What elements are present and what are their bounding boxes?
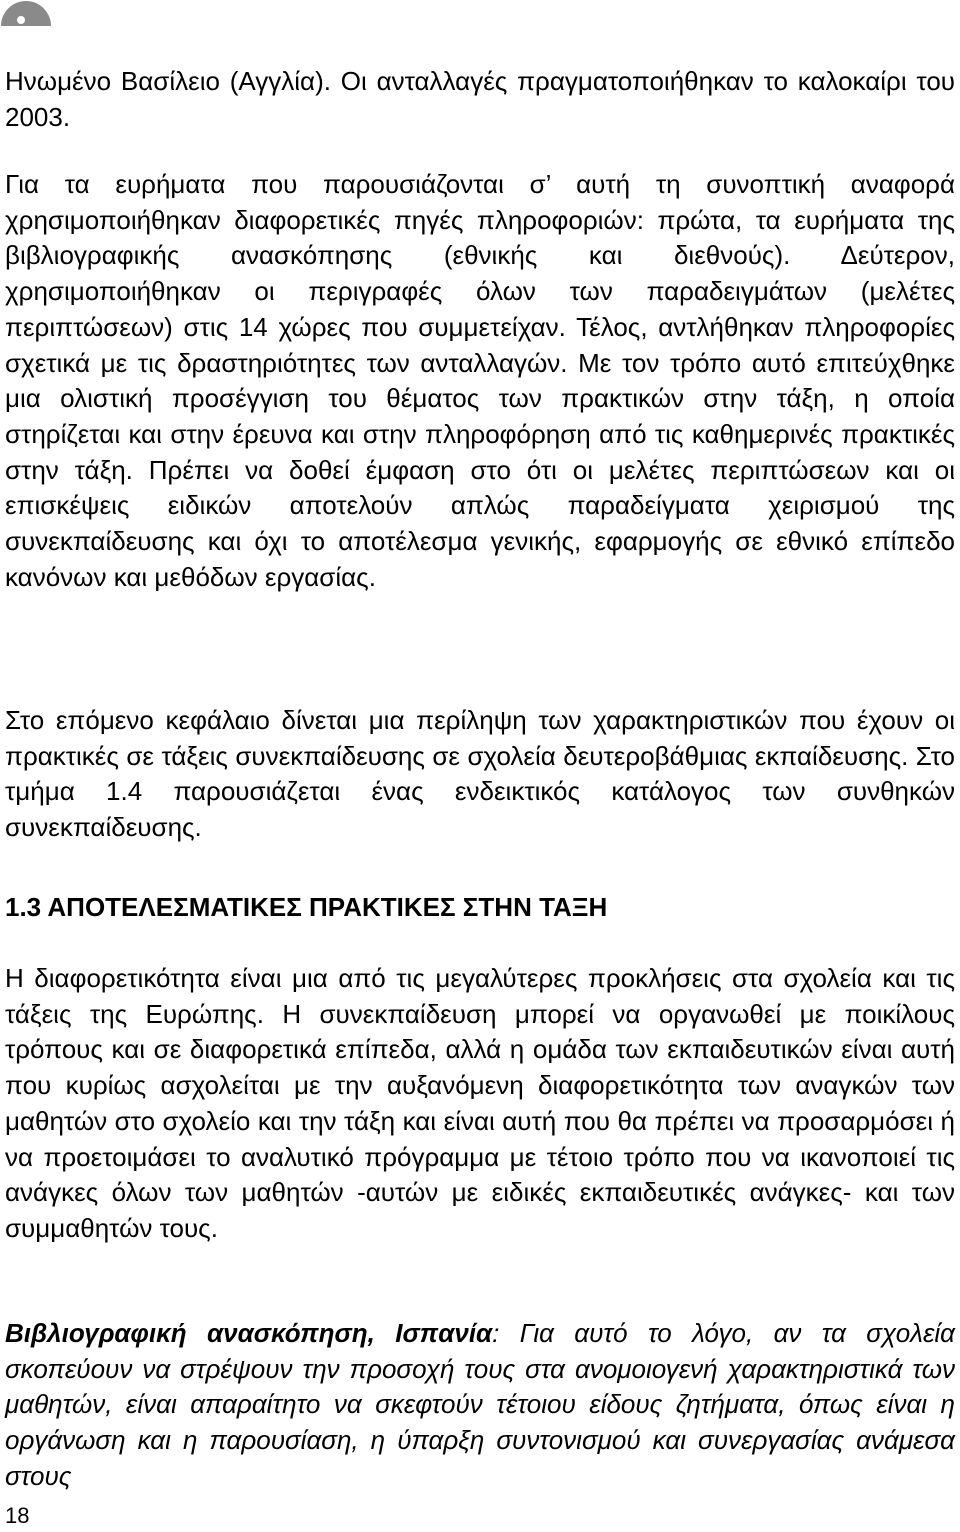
diversity-paragraph: Η διαφορετικότητα είναι μια από τις μεγαλύτερες προκλήσεις στα σχολεία και τις τάξεις της Ευρώπης. Η συνεκπαίδευση μπορεί να οργανωθεί με ποικίλους τρόπους και σε διαφορετικά επίπεδα, αλλά η ομάδα των εκπαιδευτικών είναι αυτή που κυρίως ασχολείται με την αυξανόμενη διαφορετικότητα των αναγκών των μαθητών στο σχολείο και την τάξη και είναι αυτή που θα πρέπει να προσαρμόσει ή να προετοιμάσει το αναλυτικό πρόγραμμα με τέτοιο τρόπο που να ικανοποιεί τις ανάγκες όλων των μαθητών -αυτών με ειδικές εκπαιδευτικές ανάγκες- και των συμμαθητών τους. [5, 963, 955, 1243]
continuation-paragraph: Ηνωμένο Βασίλειο (Αγγλία). Οι ανταλλαγές πραγματοποιήθηκαν το καλοκαίρι του 2003. [5, 66, 955, 132]
section-heading: 1.3 ΑΠΟΤΕΛΕΣΜΑΤΙΚΕΣ ΠΡΑΚΤΙΚΕΣ ΣΤΗΝ ΤΑΞΗ [5, 892, 608, 922]
literature-review-paragraph [5, 1316, 955, 1495]
next-chapter-paragraph: Στο επόμενο κεφάλαιο δίνεται μια περίληψη των χαρακτηριστικών που έχουν οι πρακτικές σε τάξεις συνεκπαίδευσης σε σχολεία δευτεροβάθμιας εκπαίδευσης. Στο τμήμα 1.4 παρουσιάζεται ένας ενδεικτικός κατάλογος των συνθηκών συνεκπαίδευσης. [5, 705, 955, 843]
page-corner-mark-icon [0, 0, 52, 26]
literature-review-lead: Βιβλιογραφική ανασκόπηση, Ισπανία [5, 1318, 493, 1348]
sources-paragraph: Για τα ευρήματα που παρουσιάζονται σ’ αυτή τη συνοπτική αναφορά χρησιμοποιήθηκαν διαφορετικές πηγές πληροφοριών: πρώτα, τα ευρήματα της βιβλιογραφικής ανασκόπησης (εθνικής και διεθνούς). Δεύτερον, χρησιμοποιήθηκαν οι περιγραφές όλων των παραδειγμάτων (μελέτες περιπτώσεων) στις 14 χώρες που συμμετείχαν. Τέλος, αντλήθηκαν πληροφορίες σχετικά με τις δραστηριότητες των ανταλλαγών. Με τον τρόπο αυτό επιτεύχθηκε μια ολιστική προσέγγιση του θέματος των πρακτικών στην τάξη, η οποία στηρίζεται και στην έρευνα και στην πληροφόρηση από τις καθημερινές πρακτικές στην τάξη. Πρέπει να δοθεί έμφαση στο ότι οι μελέτες περιπτώσεων και οι επισκέψεις ειδικών αποτελούν απλώς παραδείγματα χειρισμού της συνεκπαίδευσης και όχι το αποτέλεσμα γενικής, εφαρμογής σε εθνικό επίπεδο κανόνων και μεθόδων εργασίας. [5, 169, 955, 592]
page-number: 18 [5, 1503, 30, 1528]
literature-review-text: : Για αυτό το λόγο, αν τα σχολεία σκοπεύουν να στρέψουν την προσοχή τους στα ανομοιογενή χαρακτηριστικά των μαθητών, είναι απαραίτητο να σκεφτούν τέτοιου είδους ζητήματα, όπως είναι η οργάνωση και η παρουσίαση, η ύπαρξη συντονισμού και συνεργασίας ανάμεσα στους [5, 1318, 955, 1491]
